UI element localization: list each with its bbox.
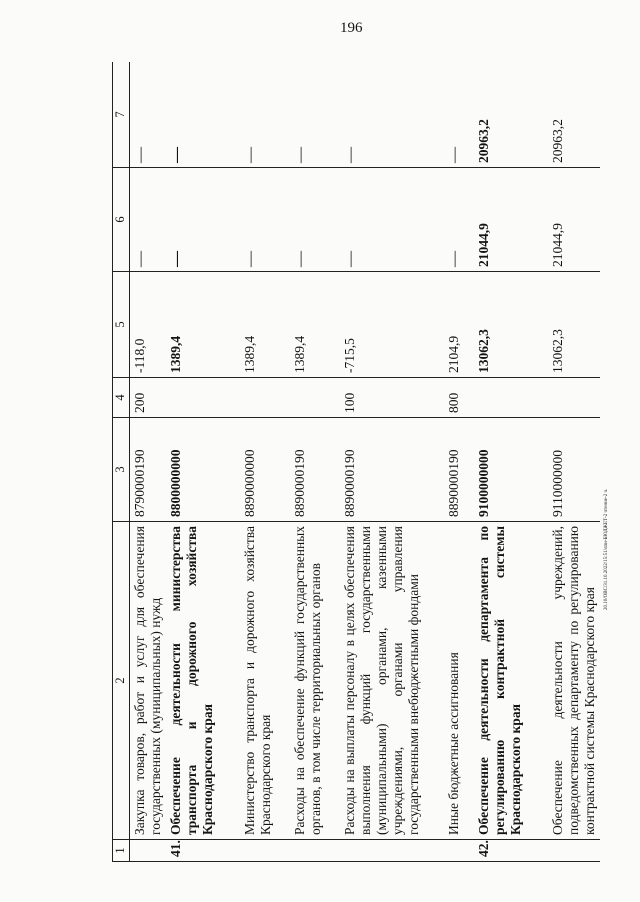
row-value-2024: —: [444, 62, 474, 168]
table-row: [130, 62, 166, 862]
row-code: 8890000190: [340, 418, 444, 522]
header-col-1: 1: [113, 840, 130, 862]
table-header-row: [113, 62, 130, 862]
row-value-2024: —: [130, 62, 166, 168]
row-value-2024: —: [290, 62, 340, 168]
row-name: Закупка товаров, работ и услуг для обеспечения государственных (муниципальных) нужд: [130, 522, 166, 840]
row-type: [290, 378, 340, 418]
row-type: [166, 378, 240, 418]
row-type: 800: [444, 378, 474, 418]
row-value-2022: 1389,4: [290, 272, 340, 378]
row-number: [240, 840, 290, 862]
header-col-3: 3: [113, 418, 130, 522]
row-value-2024: —: [166, 62, 240, 168]
row-code: 8790000190: [130, 418, 166, 522]
budget-table-rotated: [112, 62, 600, 862]
row-name: Обеспечение деятельности министерства транспорта и дорожного хозяйства Краснодарского края: [166, 522, 240, 840]
row-value-2023: —: [166, 168, 240, 272]
row-number: [444, 840, 474, 862]
table-row: [444, 62, 474, 862]
row-value-2023: 21044,9: [548, 168, 600, 272]
header-col-2: 2: [113, 522, 130, 840]
row-value-2022: 1389,4: [240, 272, 290, 378]
row-value-2023: 21044,9: [474, 168, 548, 272]
row-value-2024: 20963,2: [548, 62, 600, 168]
table-row: [340, 62, 444, 862]
row-type: [548, 378, 600, 418]
row-number: 42.: [474, 840, 548, 862]
table-row: [290, 62, 340, 862]
row-value-2022: 1389,4: [166, 272, 240, 378]
row-value-2023: —: [340, 168, 444, 272]
row-type: 200: [130, 378, 166, 418]
header-col-4: 4: [113, 378, 130, 418]
row-value-2023: —: [130, 168, 166, 272]
budget-table: [112, 62, 600, 862]
row-value-2022: 2104,9: [444, 272, 474, 378]
row-number: [290, 840, 340, 862]
row-value-2022: 13062,3: [548, 272, 600, 378]
footer-code: [604, 488, 610, 620]
row-value-2022: 13062,3: [474, 272, 548, 378]
row-name: Иные бюджетные ассигнования: [444, 522, 474, 840]
row-code: 9110000000: [548, 418, 600, 522]
header-col-6: 6: [113, 168, 130, 272]
row-type: [240, 378, 290, 418]
row-value-2024: —: [240, 62, 290, 168]
row-value-2023: —: [240, 168, 290, 272]
table-row: [474, 62, 548, 862]
footer-code-text: 20.10/ОВС/31.10.2022/15:51/лпи-БЮДЖЕТ-2 чтение-2 ч.: [604, 488, 609, 610]
row-type: 100: [340, 378, 444, 418]
row-name: Расходы на обеспечение функций государственных органов, в том числе территориальных органов: [290, 522, 340, 840]
row-value-2024: 20963,2: [474, 62, 548, 168]
row-code: 8890000190: [444, 418, 474, 522]
row-value-2022: -715,5: [340, 272, 444, 378]
row-code: 8890000190: [290, 418, 340, 522]
row-number: [548, 840, 600, 862]
row-value-2023: —: [290, 168, 340, 272]
row-name: Расходы на выплаты персоналу в целях обеспечения выполнения функций государственными (муниципальными) органами, казенными учреждениями, органами управления государственными внебюджетными фондами: [340, 522, 444, 840]
row-code: 9100000000: [474, 418, 548, 522]
page-number: 196: [340, 20, 363, 36]
row-value-2022: -118,0: [130, 272, 166, 378]
table-row: [548, 62, 600, 862]
row-code: 8800000000: [166, 418, 240, 522]
row-name: Обеспечение деятельности департамента по регулированию контрактной системы Краснодарского края: [474, 522, 548, 840]
table-row: [240, 62, 290, 862]
row-number: [340, 840, 444, 862]
row-type: [474, 378, 548, 418]
row-value-2024: —: [340, 62, 444, 168]
row-value-2023: —: [444, 168, 474, 272]
row-code: 8890000000: [240, 418, 290, 522]
header-col-5: 5: [113, 272, 130, 378]
row-name: Министерство транспорта и дорожного хозяйства Краснодарского края: [240, 522, 290, 840]
row-name: Обеспечение деятельности учреждений, подведомственных департаменту по регулированию контрактной системы Краснодарского края: [548, 522, 600, 840]
header-col-7: 7: [113, 62, 130, 168]
row-number: 41.: [166, 840, 240, 862]
table-row: [166, 62, 240, 862]
budget-table-frame: [112, 62, 600, 862]
row-number: [130, 840, 166, 862]
